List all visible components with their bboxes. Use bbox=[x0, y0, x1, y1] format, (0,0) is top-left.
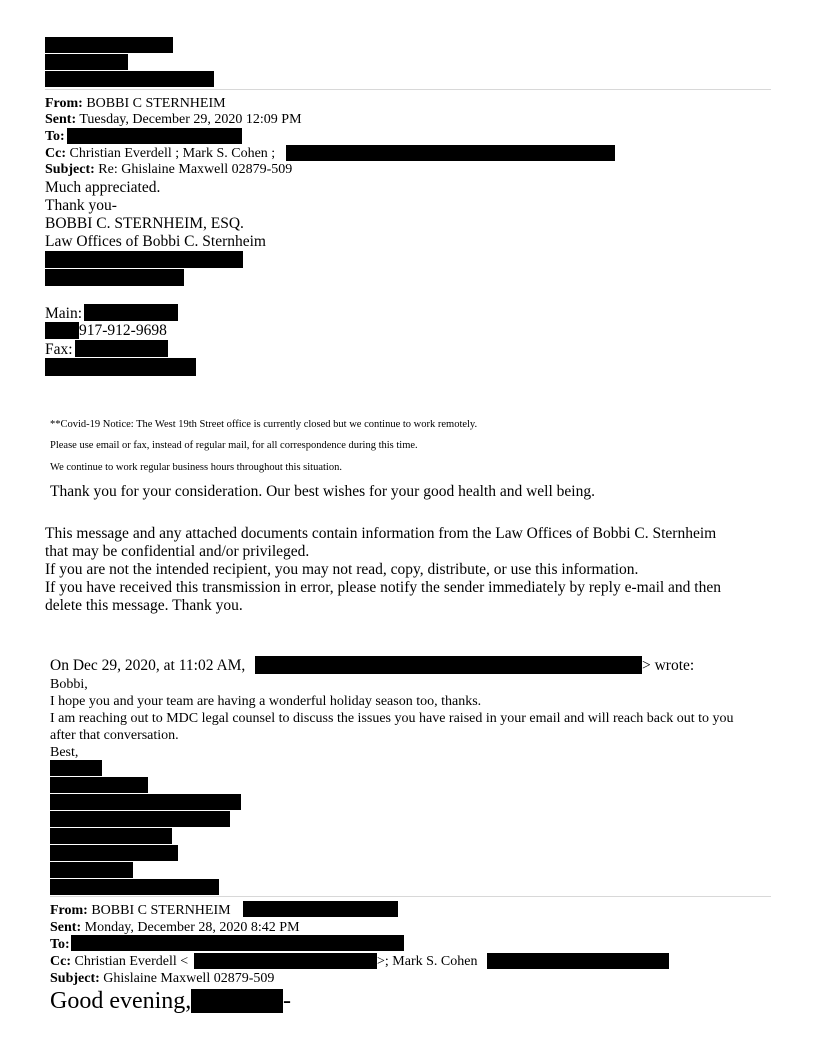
redaction bbox=[45, 322, 79, 339]
email2-cc bbox=[50, 953, 188, 971]
from-label: From: bbox=[50, 903, 88, 918]
quote-intro: On Dec 29, 2020, at 11:02 AM, bbox=[50, 657, 246, 674]
redaction bbox=[191, 989, 283, 1013]
redaction bbox=[194, 953, 377, 969]
subject-value: Ghislaine Maxwell 02879-509 bbox=[103, 971, 275, 986]
cc-label: Cc: bbox=[50, 954, 71, 969]
main-label: Main: bbox=[45, 305, 83, 322]
quote-line: after that conversation. bbox=[50, 728, 179, 743]
email1-to bbox=[45, 128, 65, 146]
quote-greeting: Bobbi, bbox=[50, 677, 88, 692]
email2-from bbox=[50, 902, 231, 920]
redaction bbox=[286, 145, 615, 161]
email2-greeting bbox=[50, 986, 191, 1016]
notice-thanks: Thank you for your consideration. Our best wishes for your good health and well being. bbox=[50, 483, 595, 500]
sent-value: Monday, December 28, 2020 8:42 PM bbox=[84, 920, 300, 935]
quote-intro-end: > wrote: bbox=[642, 657, 695, 674]
redaction bbox=[243, 901, 398, 917]
cc-label: Cc: bbox=[45, 146, 66, 161]
redaction bbox=[50, 760, 102, 776]
divider bbox=[45, 89, 771, 90]
disclaimer-line: If you have received this transmission in error, please notify the sender immediately by reply e-mail and then bbox=[45, 579, 721, 596]
redaction bbox=[50, 794, 241, 810]
redaction bbox=[45, 37, 173, 53]
cc-value: Christian Everdell < bbox=[74, 954, 189, 969]
subject-label: Subject: bbox=[50, 971, 100, 986]
disclaimer-line: This message and any attached documents contain information from the Law Offices of Bobbi C. Sternheim bbox=[45, 525, 717, 542]
email2-cc-cont bbox=[377, 953, 477, 971]
to-label: To: bbox=[45, 129, 65, 144]
greeting-end: - bbox=[283, 988, 291, 1014]
redaction bbox=[75, 340, 168, 357]
to-label: To: bbox=[50, 937, 70, 952]
signature-name: BOBBI C. STERNHEIM, ESQ. bbox=[45, 215, 244, 232]
disclaimer-line: delete this message. Thank you. bbox=[45, 597, 243, 614]
notice-line: We continue to work regular business hours throughout this situation. bbox=[50, 462, 342, 473]
redaction bbox=[45, 358, 196, 376]
quote-closing: Best, bbox=[50, 745, 79, 760]
body-line: Thank you- bbox=[45, 197, 117, 214]
subject-value: Re: Ghislaine Maxwell 02879-509 bbox=[98, 162, 293, 177]
from-value: BOBBI C STERNHEIM bbox=[86, 96, 226, 111]
redaction bbox=[45, 71, 214, 87]
notice-line: Please use email or fax, instead of regular mail, for all correspondence during this time. bbox=[50, 440, 418, 451]
redaction bbox=[67, 128, 242, 144]
divider bbox=[50, 896, 771, 897]
quote-line: I am reaching out to MDC legal counsel to discuss the issues you have raised in your email and will reach back out to you bbox=[50, 711, 734, 726]
signature-firm: Law Offices of Bobbi C. Sternheim bbox=[45, 233, 266, 250]
disclaimer-line: If you are not the intended recipient, you may not read, copy, distribute, or use this information. bbox=[45, 561, 639, 578]
greeting-dash bbox=[283, 986, 291, 1016]
redaction bbox=[255, 656, 642, 674]
notice-line: **Covid-19 Notice: The West 19th Street office is currently closed but we continue to work remotely. bbox=[50, 419, 478, 430]
redaction bbox=[45, 54, 128, 70]
cc-value: Christian Everdell ; Mark S. Cohen ; bbox=[69, 146, 276, 161]
sent-value: Tuesday, December 29, 2020 12:09 PM bbox=[79, 112, 302, 127]
redaction bbox=[487, 953, 669, 969]
fax-label: Fax: bbox=[45, 341, 73, 358]
disclaimer-line: that may be confidential and/or privileged. bbox=[45, 543, 310, 560]
redaction bbox=[50, 862, 133, 878]
quote-line: I hope you and your team are having a wonderful holiday season too, thanks. bbox=[50, 694, 482, 709]
sent-label: Sent: bbox=[50, 920, 82, 935]
redaction bbox=[50, 777, 148, 793]
phone-number: 917-912-9698 bbox=[79, 322, 167, 339]
greeting-text: Good evening, bbox=[50, 988, 192, 1014]
body-line: Much appreciated. bbox=[45, 179, 161, 196]
redaction bbox=[45, 251, 243, 268]
from-label: From: bbox=[45, 96, 83, 111]
redaction bbox=[50, 811, 230, 827]
cc-value: >; Mark S. Cohen bbox=[377, 954, 478, 969]
sent-label: Sent: bbox=[45, 112, 77, 127]
email1-subject bbox=[45, 161, 292, 179]
redaction bbox=[45, 269, 184, 286]
subject-label: Subject: bbox=[45, 162, 95, 177]
redaction bbox=[71, 935, 404, 951]
redaction bbox=[50, 845, 178, 861]
email2-to bbox=[50, 936, 70, 954]
redaction bbox=[50, 828, 172, 844]
from-value: BOBBI C STERNHEIM bbox=[91, 903, 231, 918]
email1-sent bbox=[45, 111, 302, 129]
redaction bbox=[84, 304, 178, 321]
redaction bbox=[50, 879, 219, 895]
